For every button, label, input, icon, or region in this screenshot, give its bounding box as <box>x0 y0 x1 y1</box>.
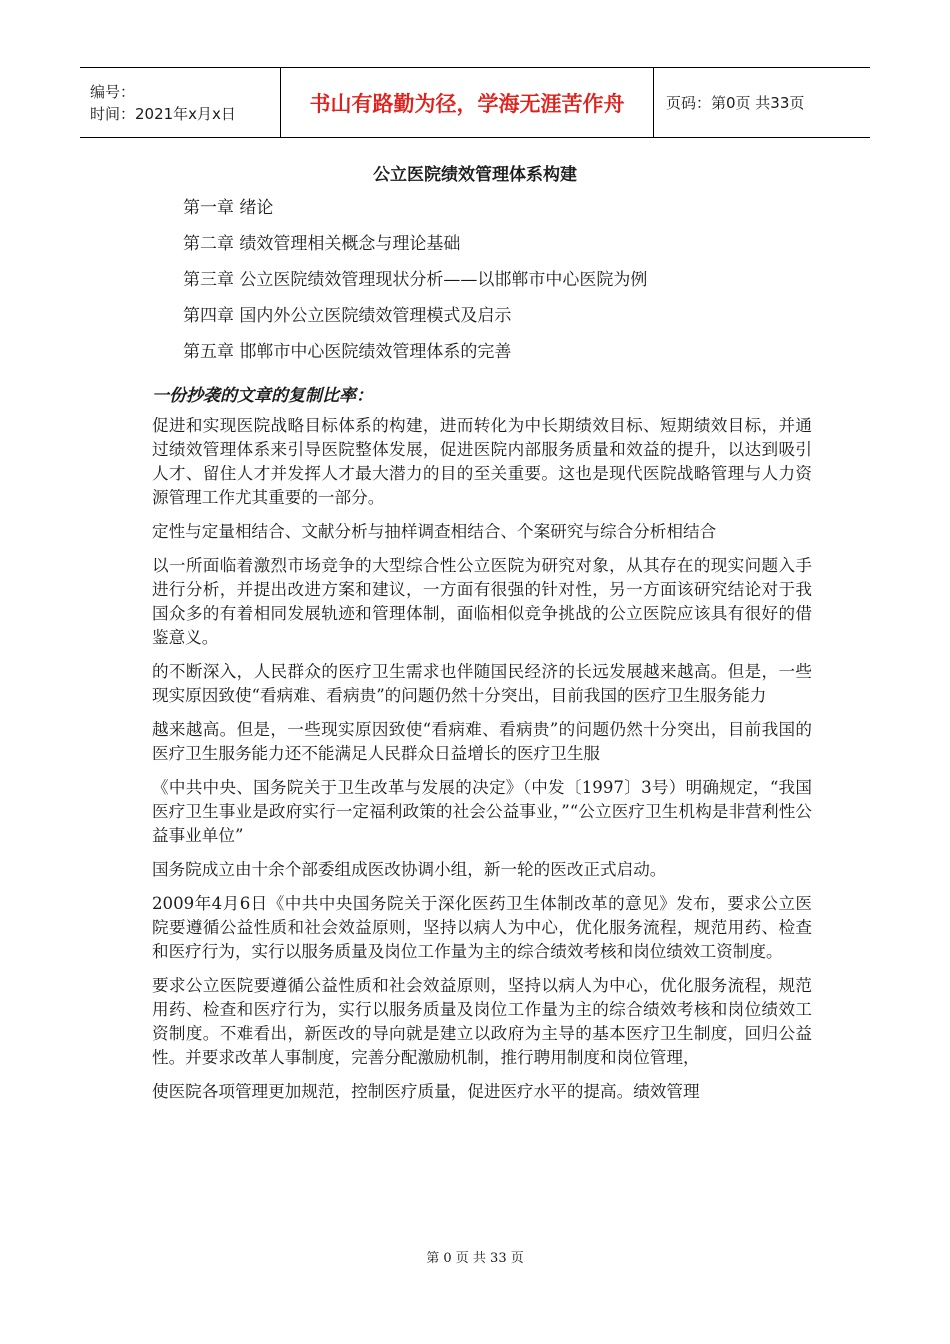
toc-item: 第一章 绪论 <box>183 198 274 218</box>
copy-ratio-heading: 一份抄袭的文章的复制比率： <box>152 386 373 406</box>
paragraph: 定性与定量相结合、文献分析与抽样调查相结合、个案研究与综合分析相结合 <box>152 522 717 541</box>
paragraph: 越来越高。但是，一些现实原因致使“看病难、看病贵”的问题仍然十分突出，目前我国的医疗卫生服务能力还不能满足人民群众日益增长的医疗卫生服 <box>152 720 812 763</box>
body-paragraphs <box>152 414 812 1114</box>
table-of-contents <box>183 196 647 376</box>
number-label: 编号： <box>90 82 136 101</box>
header-page-info: 页码：第0页 共33页 <box>666 94 805 112</box>
paragraph: 2009年4月6日《中共中央国务院关于深化医药卫生体制改革的意见》发布，要求公立医院要遵循公益性质和社会效益原则，坚持以病人为中心，优化服务流程，规范用药、检查和医疗行为，实行以服务质量及岗位工作量为主的综合绩效考核和岗位绩效工资制度。 <box>152 894 812 961</box>
paragraph: 要求公立医院要遵循公益性质和社会效益原则，坚持以病人为中心，优化服务流程，规范用药、检查和医疗行为，实行以服务质量及岗位工作量为主的综合绩效考核和岗位绩效工资制度。不难看出，新医改的导向就是建立以政府为主导的基本医疗卫生制度，回归公益性。并要求改革人事制度，完善分配激励机制，推行聘用制度和岗位管理， <box>152 976 812 1067</box>
toc-item: 第四章 国内外公立医院绩效管理模式及启示 <box>183 306 512 326</box>
page-footer: 第 0 页 共 33 页 <box>426 1251 524 1266</box>
document-title: 公立医院绩效管理体系构建 <box>373 165 577 185</box>
toc-item: 第三章 公立医院绩效管理现状分析——以邯郸市中心医院为例 <box>183 270 648 290</box>
paragraph: 的不断深入，人民群众的医疗卫生需求也伴随国民经济的长远发展越来越高。但是，一些现实原因致使“看病难、看病贵”的问题仍然十分突出，目前我国的医疗卫生服务能力 <box>152 662 812 705</box>
paragraph: 促进和实现医院战略目标体系的构建，进而转化为中长期绩效目标、短期绩效目标，并通过绩效管理体系来引导医院整体发展，促进医院内部服务质量和效益的提升，以达到吸引人才、留住人才并发挥人才最大潜力的目的至关重要。这也是现代医院战略管理与人力资源管理工作尤其重要的一部分。 <box>152 416 812 507</box>
page-header <box>80 67 870 138</box>
paragraph: 使医院各项管理更加规范，控制医疗质量，促进医疗水平的提高。绩效管理 <box>152 1082 700 1101</box>
paragraph: 国务院成立由十余个部委组成医改协调小组，新一轮的医改正式启动。 <box>152 860 667 879</box>
toc-item: 第五章 邯郸市中心医院绩效管理体系的完善 <box>183 342 512 362</box>
header-meta <box>80 68 281 137</box>
toc-item: 第二章 绩效管理相关概念与理论基础 <box>183 234 461 254</box>
header-motto: 书山有路勤为径，学海无涯苦作舟 <box>281 68 654 137</box>
paragraph: 《中共中央、国务院关于卫生改革与发展的决定》（中发〔1997〕3号）明确规定，“我国医疗卫生事业是政府实行一定福利政策的社会公益事业，”“公立医疗卫生机构是非营利性公益事业单位” <box>152 778 812 845</box>
paragraph: 以一所面临着激烈市场竞争的大型综合性公立医院为研究对象，从其存在的现实问题入手进行分析，并提出改进方案和建议，一方面有很强的针对性，另一方面该研究结论对于我国众多的有着相同发展轨迹和管理体制，面临相似竞争挑战的公立医院应该具有很好的借鉴意义。 <box>152 556 812 647</box>
time-label: 时间：2021年x月x日 <box>90 104 236 123</box>
